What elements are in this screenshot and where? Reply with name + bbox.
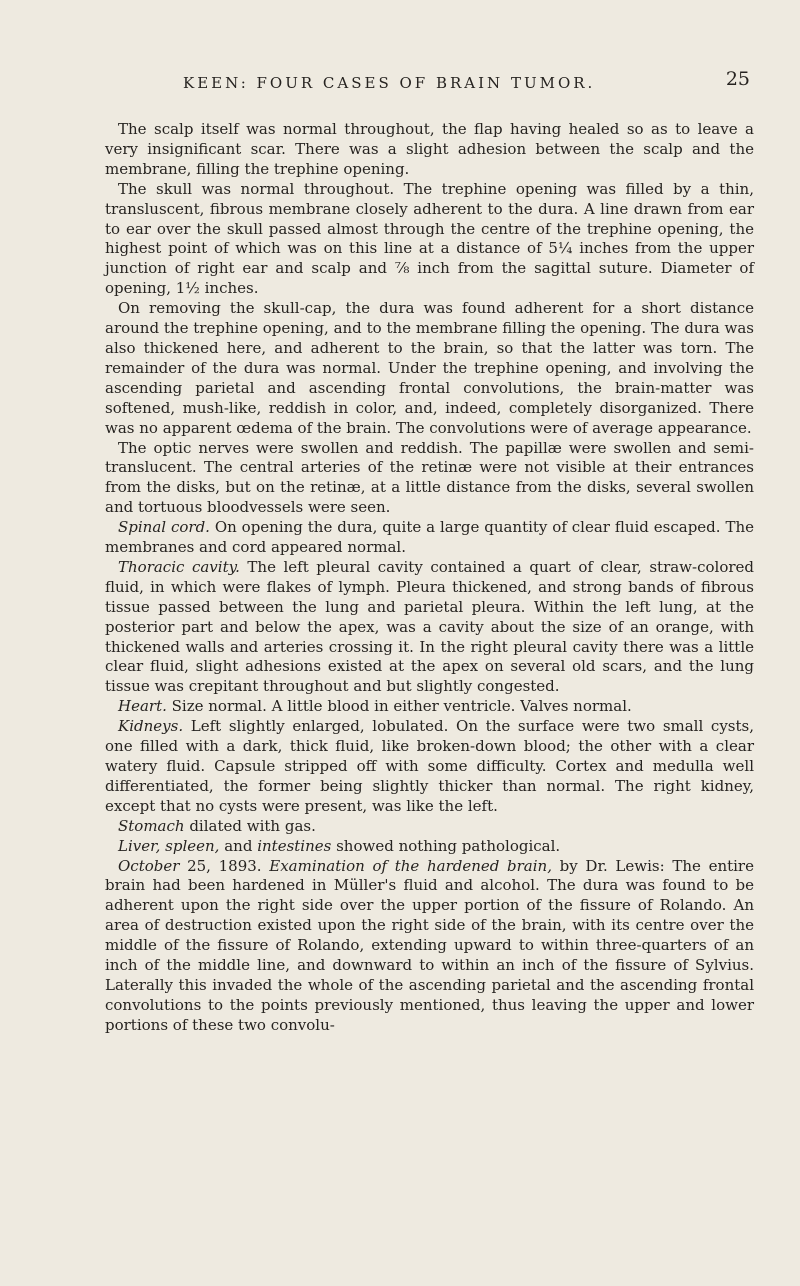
section-label: Liver, spleen,	[118, 836, 220, 855]
paragraph-skull: The skull was normal throughout. The trephine opening was filled by a thin, transluscent, fibrous membrane closely adherent to the dura. A line drawn from ear to ear over the skull passed almost through the centre of the trephine opening, the highest point of which was on this line at a distance of 5¼ inches from the upper junction of right ear and scalp and ⅞ inch from the sagittal suture. Diameter of opening, 1½ inches.	[105, 179, 754, 298]
paragraph-brain-examination: October 25, 1893. Examination of the hardened brain, by Dr. Lewis: The entire brain had been hardened in Müller's fluid and alcohol. The dura was found to be adherent upon the right side over the upper portion of the fissure of Rolando. An area of destruction existed upon the right side of the brain, with its centre over the middle of the fissure of Rolando, extending upward to within three-quarters of an inch of the middle line, and downward to within an inch of the fissure of Sylvius. Laterally this invaded the whole of the ascending parietal and the ascending frontal convolutions to the points previously mentioned, thus leaving the upper and lower portions of these two convolu-	[105, 856, 754, 1034]
section-label: Heart.	[118, 697, 167, 716]
paragraph-thoracic-cavity: Thoracic cavity. The left pleural cavity contained a quart of clear, straw-colored fluid, in which were flakes of lymph. Pleura thickened, and strong bands of fibrous tissue passed between the lung and parietal pleura. Within the left lung, at the posterior part and below the apex, was a cavity about the size of an orange, with thickened walls and arteries crossing it. In the right pleural cavity there was a little clear fluid, slight adhesions existed at the apex on several old scars, and the lung tissue was crepitant throughout and but slightly congested.	[105, 557, 754, 696]
page-header	[105, 68, 754, 104]
paragraph-skull-cap: On removing the skull-cap, the dura was found adherent for a short distance around the trephine opening, and to the membrane filling the opening. The dura was also thickened here, and adherent to the brain, so that the latter was torn. The remainder of the dura was normal. Under the trephine opening, and involving the ascending parietal and ascending frontal convolutions, the brain-matter was softened, mush-like, reddish in color, and, indeed, completely disorganized. There was no apparent œdema of the brain. The convolutions were of average appearance.	[105, 299, 754, 437]
running-head: KEEN: FOUR CASES OF BRAIN TUMOR.	[183, 74, 596, 92]
section-label: Examination of the hardened brain,	[269, 856, 552, 875]
paragraph-scalp: The scalp itself was normal throughout, the flap having healed so as to leave a very insignificant scar. There was a slight adhesion between the scalp and the membrane, filling the trephine opening.	[105, 120, 754, 178]
section-label: Spinal cord.	[118, 518, 210, 537]
page-number: 25	[725, 68, 750, 90]
paragraph-liver-spleen: Liver, spleen, and intestines showed nothing pathological.	[118, 836, 561, 855]
section-label: October	[118, 856, 180, 875]
paragraph-optic-nerves: The optic nerves were swollen and reddish. The papillæ were swollen and semi-translucent. The central arteries of the retinæ were not visible at their entrances from the disks, but on the retinæ, at a little distance from the disks, several swollen and tortuous bloodvessels were seen.	[105, 438, 754, 517]
paragraph-kidneys: Kidneys. Left slightly enlarged, lobulated. On the surface were two small cysts, one filled with a dark, thick fluid, like broken-down blood; the other with a clear watery fluid. Capsule stripped off with some difficulty. Cortex and medulla well differentiated, the former being slightly thicker than normal. The right kidney, except that no cysts were present, was like the left.	[105, 717, 754, 815]
paragraph-stomach: Stomach dilated with gas.	[118, 816, 316, 835]
section-label: intestines	[257, 836, 332, 855]
paragraph-spinal-cord: Spinal cord. On opening the dura, quite a large quantity of clear fluid escaped. The membranes and cord appeared normal.	[105, 518, 754, 557]
section-label: Stomach	[118, 816, 185, 835]
section-label: Kidneys.	[118, 717, 184, 736]
section-label: Thoracic cavity.	[118, 557, 240, 576]
paragraph-heart: Heart. Size normal. A little blood in either ventricle. Valves normal.	[118, 697, 632, 716]
body-text	[105, 120, 754, 1036]
